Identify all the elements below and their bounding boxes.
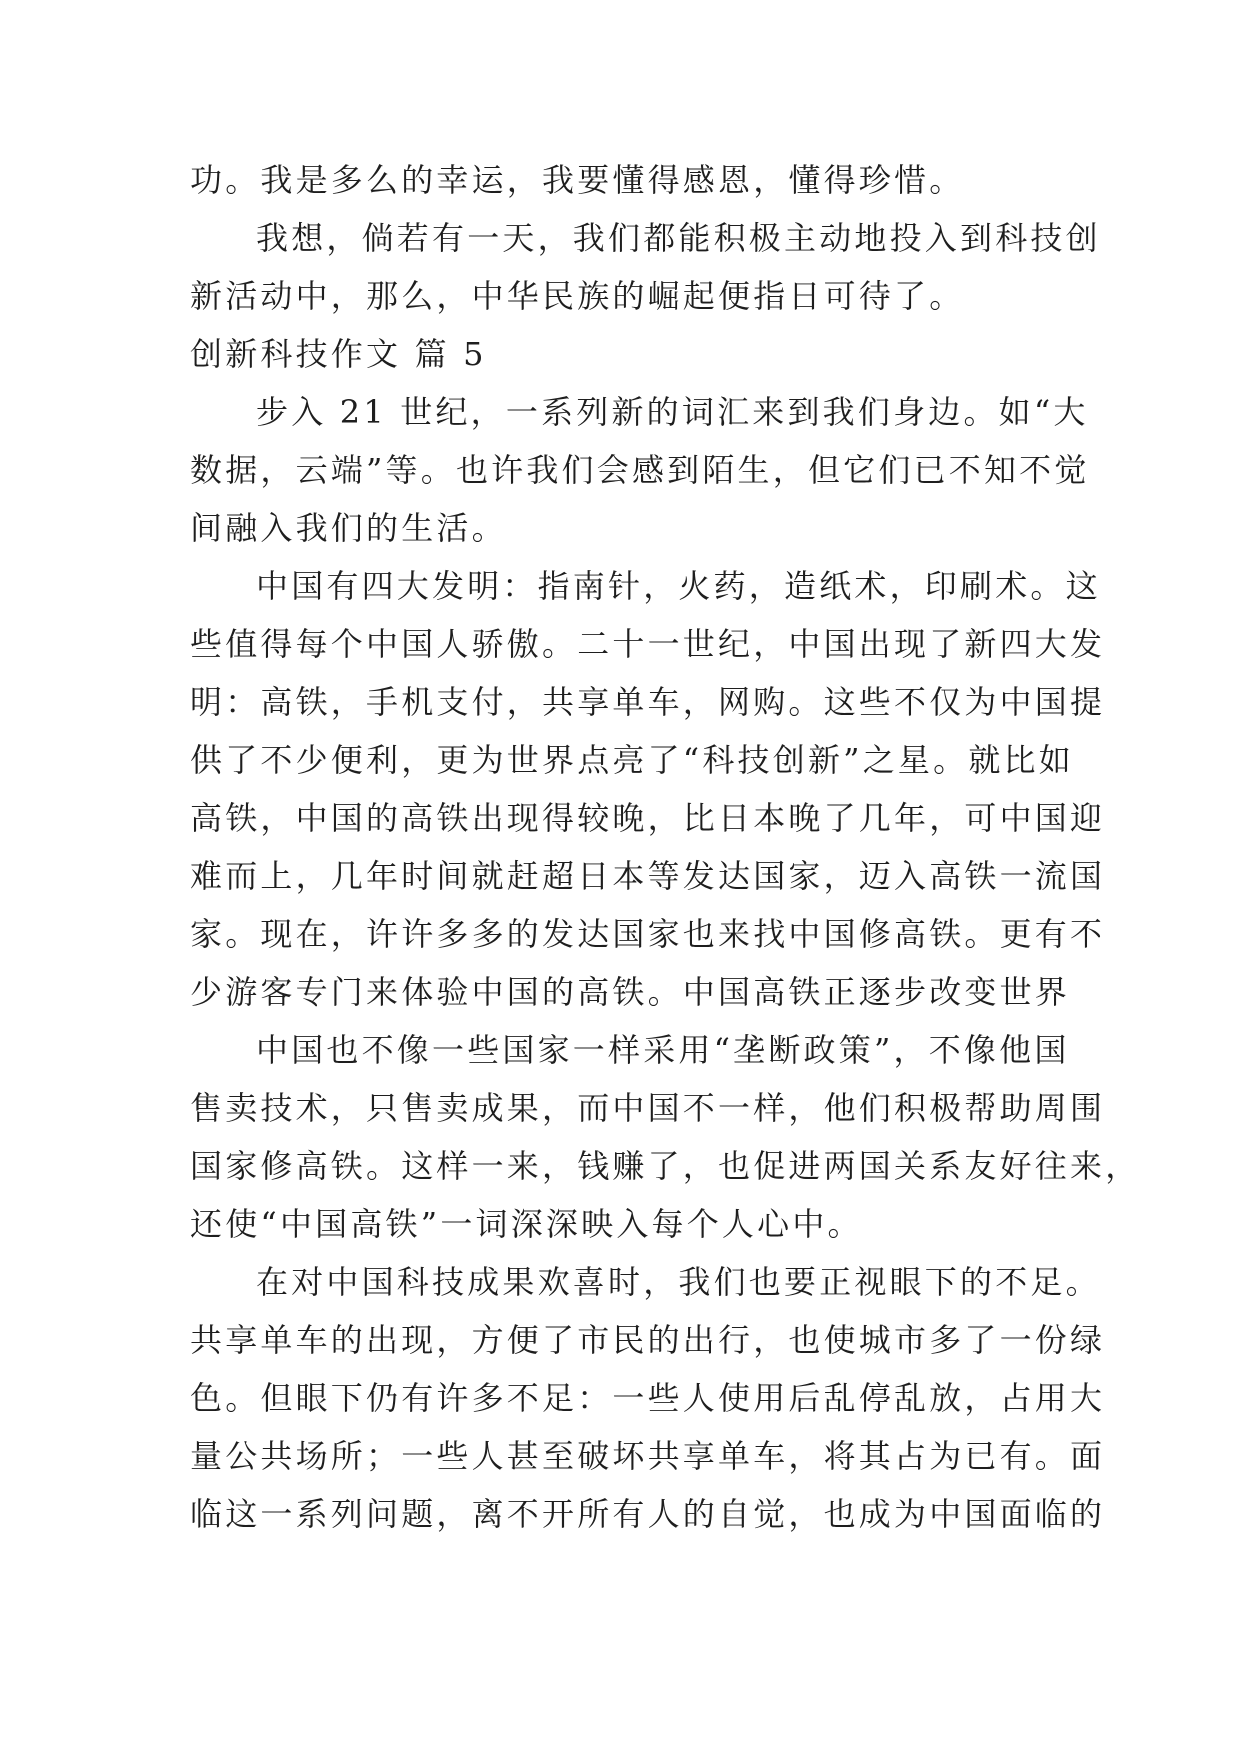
text-line: 色。但眼下仍有许多不足：一些人使用后乱停乱放，占用大 (190, 1379, 1106, 1417)
text-line: 供了不少便利，更为世界点亮了“科技创新”之星。就比如 (190, 741, 1074, 779)
text-line: 家。现在，许许多多的发达国家也来找中国修高铁。更有不 (190, 915, 1106, 953)
text-line: 临这一系列问题，离不开所有人的自觉，也成为中国面临的 (190, 1495, 1106, 1533)
text-line: 还使“中国高铁”一词深深映入每个人心中。 (190, 1205, 863, 1243)
text-line: 共享单车的出现，方便了市民的出行，也使城市多了一份绿 (190, 1321, 1106, 1359)
text-line: 些值得每个中国人骄傲。二十一世纪，中国出现了新四大发 (190, 625, 1106, 663)
text-line: 难而上，几年时间就赶超日本等发达国家，迈入高铁一流国 (190, 857, 1106, 895)
text-line: 功。我是多么的幸运，我要懂得感恩，懂得珍惜。 (190, 161, 965, 199)
text-line: 量公共场所；一些人甚至破坏共享单车，将其占为已有。面 (190, 1437, 1106, 1475)
text-line: 间融入我们的生活。 (190, 509, 507, 547)
text-line: 数据，云端”等。也许我们会感到陌生，但它们已不知不觉 (190, 451, 1090, 489)
text-line: 新活动中，那么，中华民族的崛起便指日可待了。 (190, 277, 965, 315)
paragraph-start: 在对中国科技成果欢喜时，我们也要正视眼下的不足。 (256, 1263, 1101, 1301)
text-line: 国家修高铁。这样一来，钱赚了，也促进两国关系友好往来， (190, 1147, 1141, 1185)
text-line: 少游客专门来体验中国的高铁。中国高铁正逐步改变世界 (190, 973, 1071, 1011)
paragraph-start: 中国有四大发明：指南针，火药，造纸术，印刷术。这 (256, 567, 1101, 605)
text-line: 售卖技术，只售卖成果，而中国不一样，他们积极帮助周围 (190, 1089, 1106, 1127)
paragraph-start: 我想，倘若有一天，我们都能积极主动地投入到科技创 (256, 219, 1101, 257)
paragraph-start: 中国也不像一些国家一样采用“垄断政策”，不像他国 (256, 1031, 1070, 1069)
text-line: 明：高铁，手机支付，共享单车，网购。这些不仅为中国提 (190, 683, 1106, 721)
text-line: 高铁，中国的高铁出现得较晚，比日本晚了几年，可中国迎 (190, 799, 1106, 837)
paragraph-start: 步入 21 世纪，一系列新的词汇来到我们身边。如“大 (256, 393, 1089, 431)
section-heading: 创新科技作文 篇 5 (190, 335, 487, 373)
